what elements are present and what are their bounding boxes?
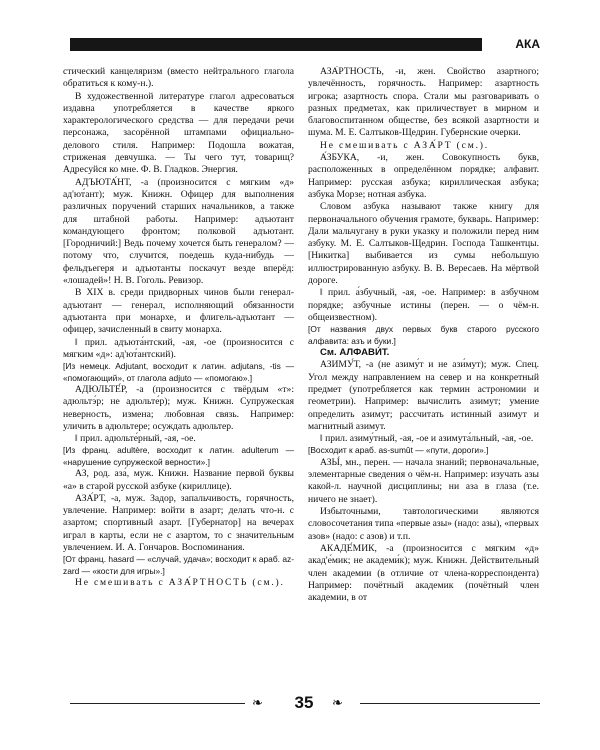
paragraph: Словом азбука называют также книгу для первоначального обучения грамоте, букварь. Например: Дали мальчугану в руки указку и положили перед ним азбуку. М. Е. Салтыков-Щедрин. Господа Ташкентцы. [Никитка] выбивается из сумы небольшую иллюстрированную азбуку. В. В. Вересаев. На мёртвой дороге. [308, 201, 539, 287]
entry-azart: АЗА́РТ, -а, муж. Задор, запальчивость, горячность, увлечение. Например: войти в азарт; делать что-н. с азартом; спортивный азарт. [Губернатор] на вечерах играл в карты, если не с азартом, то с значительным увлечением. И. А. Гончаров. Воспоминания. [63, 492, 294, 554]
left-column [63, 66, 294, 682]
page-footer [70, 692, 540, 716]
paragraph: В XIX в. среди придворных чинов были генерал-адъютант — генерал, исполняющий обязанности адъютанта при монархе, и флигель-адъютант — офицер, зачисленный в свиту монарха. [63, 287, 294, 336]
paragraph: В художественной литературе глагол адресоваться издавна употребляется в качестве яркого характерологического средства — для передачи речи персонажа, засорённой штампами официально-делового стиля. Например: Подошла вожатая, стриженая девчушка. — Ты чего тут, товарищ? Адресуйся ко мне. Ф. В. Гладков. Энергия. [63, 90, 294, 176]
derived-adjective: ‖ прил. адюльте́рный, -ая, -ое. [75, 433, 196, 445]
derived-adjective: ‖ прил. а́збучный, -ая, -ое. Например: в азбучном порядке; азбучные истины (перен. — о чём-н. общеизвестном). [308, 287, 539, 323]
entry-az: АЗ, род. аза́, муж. Книжн. Название первой буквы «а» в старой русской азбуке (кириллице). [63, 468, 294, 492]
derived-adjective: ‖ прил. адъюта́нтский, -ая, -ое (произносится с мягким «д»: ад'ют́антский). [63, 336, 294, 360]
entry-azy: АЗЫ́, мн., перен. — начала знаний; первоначальные, элементарные сведения о чём-н. Например: изучать азы какой-л. научной дисциплины; ни аза в глаза (т.е. ничего не знает). [308, 456, 539, 505]
footer-rule-right [360, 703, 540, 704]
entry-azimut: АЗИМУ́Т, -а (не азиму́т и не ази́мут); муж. Спец. Угол между направлением на север и на конкретный предмет (употребляется как термин астрономии и геометрии). Например: вычислить азимут; умение определить азимут; рассчитать истинный азимут и магнитный азимут. [308, 359, 539, 432]
usage-note: Не смешивать с АЗА́РТ (см.). [320, 139, 489, 151]
cross-reference: См. АЛФАВИ́Т. [320, 347, 390, 359]
etymology: [От франц. hasard — «случай, удача»; восходит к араб. az-zard — «кости для игры».] [63, 554, 294, 576]
etymology: [Восходит к араб. as-sumût — «пути, дороги».] [308, 445, 489, 456]
etymology: [Из франц. adultère, восходит к латин. adulterum — «нарушение супружеской верности».] [63, 445, 294, 467]
page-number: 35 [294, 693, 314, 712]
paragraph: стический канцеляризм (вместо нейтрального глагола обратиться к кому-н.). [63, 66, 294, 90]
entry-adyulter: АДЮЛЬТЕ́Р, -а (произносится с твёрдым «т»: адюльтэ́р; не адюльте́р); муж. Книжн. Супружеская неверность, измена; любовная связь. Например: уличить в адюльтере; осуждать адюльтер. [63, 383, 294, 432]
usage-note: Не смешивать с АЗА́РТНОСТЬ (см.). [75, 577, 285, 589]
entry-adyutant: АДЪЮТА́НТ, -а (произносится с мягким «д» ад'ют́ант); муж. Книжн. Офицер для выполнения различных поручений старших начальников, а также для штабной работы. Например: адъютант командующего фронтом; полковой адъютант. [Городничий:] Ведь почему хочется быть генералом? — потому что, случится, поедешь куда-нибудь — фельдъегеря и адъютанты поскачут везде вперёд: «лошадей»! Н. В. Гоголь. Ревизор. [63, 176, 294, 287]
running-head: АКА [482, 34, 540, 54]
paragraph: Избыточными, тавтологическими являются словосочетания типа «первые азы» (надо: азы), «первых азов» (надо: с азов) и т.п. [308, 506, 539, 542]
entry-azartnost: АЗА́РТНОСТЬ, -и, жен. Свойство азартного; увлечённость, горячность. Например: азартность игрока; азартность спора. Стали мы разговаривать о разных предметах, как приличествует в мирном и благовоспитанном обществе, без всякой азартности и шума. М. Е. Салтыков-Щедрин. Губернские очерки. [308, 66, 539, 139]
etymology: [От названия двух первых букв старого русского алфавита: азъ и буки.] [308, 324, 539, 346]
etymology: [Из немецк. Adjutant, восходит к латин. adjutans, -tis — «помогающий», от глагола adjuto — «помогаю».] [63, 361, 294, 383]
footer-rule-left [70, 703, 245, 704]
right-column [308, 66, 539, 682]
entry-akademik: АКАДЕ́МИК, -а (произносится с мягким «д» акад'е́мик; не академи́к); муж. Книжн. Действительный член академии (в отличие от члена-корреспондента) Например: почётный академик (почётный член академии, в от [308, 542, 539, 604]
running-head-bar [70, 38, 535, 51]
ornament-left-icon: ❧ [252, 696, 263, 711]
entry-azbuka: А́ЗБУКА, -и, жен. Совокупность букв, расположенных в определённом порядке; алфавит. Например: русская азбука; кириллическая азбука; азбука Морзе; нотная азбука. [308, 152, 539, 200]
ornament-right-icon: ❧ [332, 696, 343, 711]
derived-adjective: ‖ прил. азиму́тный, -ая, -ое и азимута́льный, -ая, -ое. [320, 433, 534, 445]
